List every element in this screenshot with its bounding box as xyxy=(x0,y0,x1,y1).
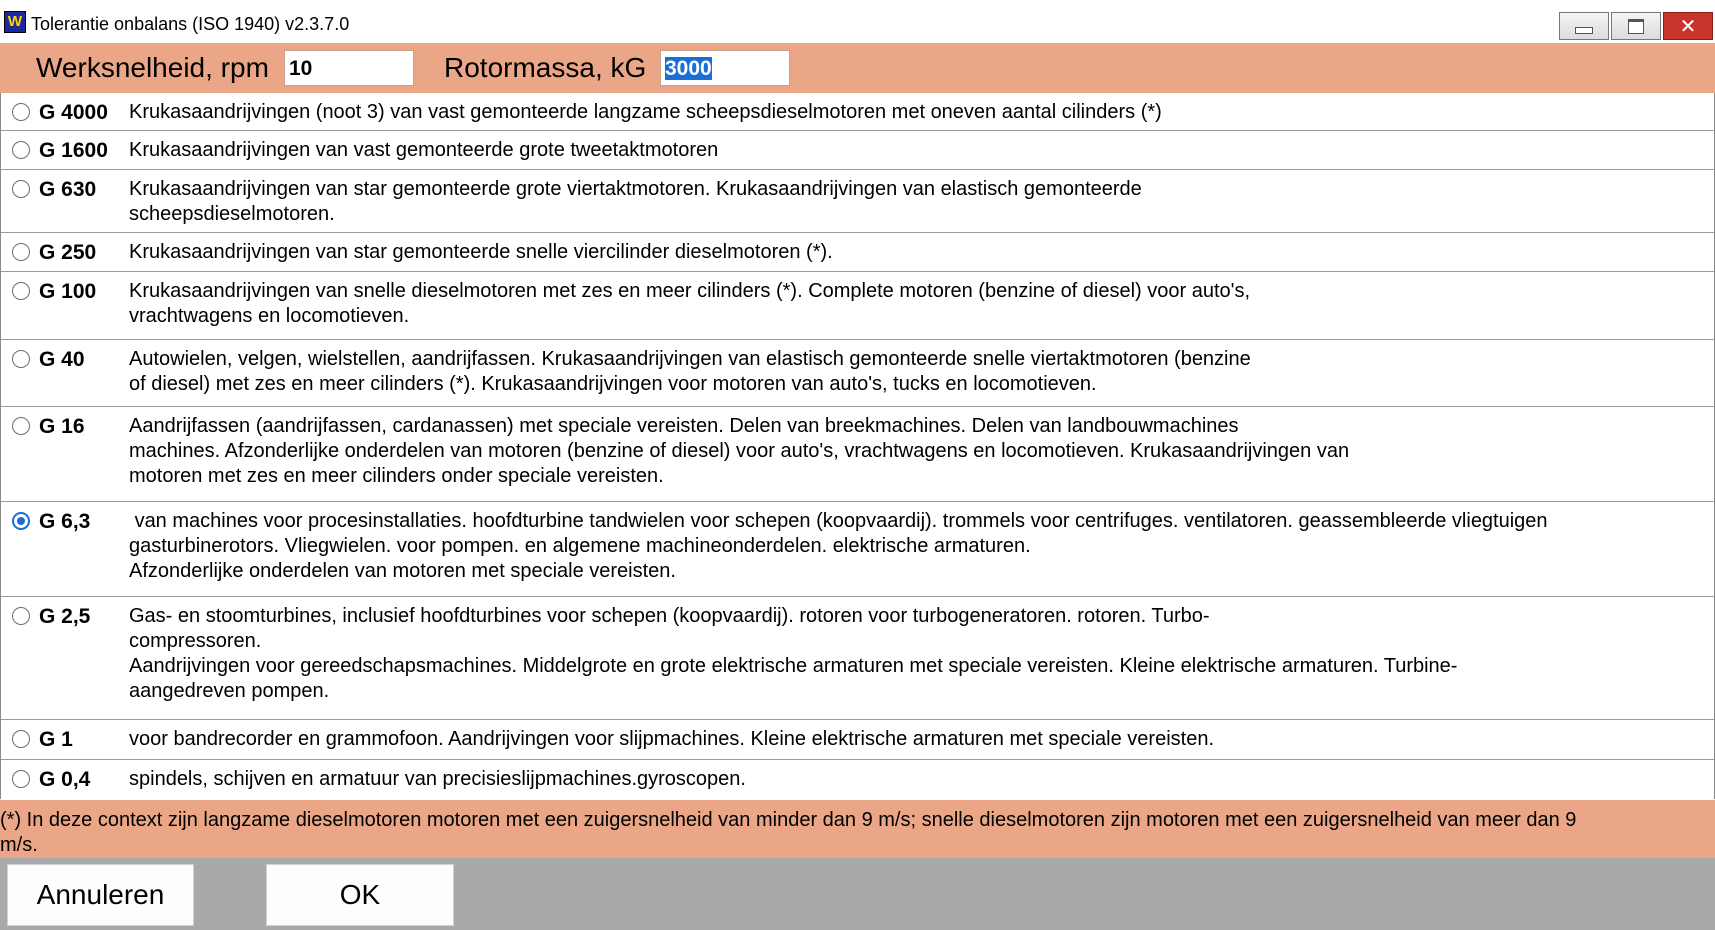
grade-label: G 1600 xyxy=(39,139,108,162)
minimize-icon xyxy=(1575,27,1593,34)
radio-g100[interactable] xyxy=(12,282,30,300)
grade-row-g250[interactable] xyxy=(1,233,1714,272)
mass-input[interactable] xyxy=(660,50,790,86)
close-button[interactable] xyxy=(1663,12,1713,40)
window-title: Tolerantie onbalans (ISO 1940) v2.3.7.0 xyxy=(31,14,350,34)
grade-row-g4000[interactable] xyxy=(1,93,1714,131)
ok-button[interactable]: OK xyxy=(266,864,454,926)
radio-g16[interactable] xyxy=(12,417,30,435)
grade-row-g40[interactable] xyxy=(1,340,1714,407)
grade-description: spindels, schijven en armatuur van precisieslijpmachines.gyroscopen. xyxy=(129,768,746,790)
grade-description: voor bandrecorder en grammofoon. Aandrijvingen voor slijpmachines. Kleine elektrische armaturen met speciale vereisten. xyxy=(129,728,1214,750)
grade-description: Krukasaandrijvingen van star gemonteerde snelle viercilinder dieselmotoren (*). xyxy=(129,241,833,263)
title-bar xyxy=(0,0,1715,43)
cancel-button[interactable]: Annuleren xyxy=(7,864,194,926)
grade-label: G 4000 xyxy=(39,101,108,124)
grade-description: Krukasaandrijvingen van star gemonteerde grote viertaktmotoren. Krukasaandrijvingen van elastisch gemonteerde scheepsdieselmotoren. xyxy=(129,178,1142,225)
radio-g4000[interactable] xyxy=(12,103,30,121)
grade-label: G 1 xyxy=(39,728,73,751)
grade-row-g100[interactable] xyxy=(1,272,1714,340)
mass-label: Rotormassa, kG xyxy=(444,52,647,83)
speed-input[interactable]: 10 xyxy=(284,50,414,86)
grade-row-g16[interactable] xyxy=(1,407,1714,502)
grade-row-g6-3[interactable] xyxy=(1,502,1714,597)
radio-g250[interactable] xyxy=(12,243,30,261)
grade-description: Aandrijfassen (aandrijfassen, cardanassen) met speciale vereisten. Delen van breekmachines. Delen van landbouwmachines machines. Afzonderlijke onderdelen van motoren (benzine of diesel) voor auto's, vrachtwagens en locomotieven. Krukasaandrijvingen van motoren met zes en meer cilinders onder speciale vereisten. xyxy=(129,415,1350,487)
grade-row-g1[interactable] xyxy=(1,720,1714,760)
grade-label: G 0,4 xyxy=(39,768,91,791)
grade-label: G 6,3 xyxy=(39,510,91,533)
grade-label: G 40 xyxy=(39,348,85,371)
radio-g0-4[interactable] xyxy=(12,770,30,788)
footnote-bar xyxy=(0,800,1715,858)
grade-description: van machines voor procesinstallaties. hoofdturbine tandwielen voor schepen (koopvaardij). trommels voor centrifuges. ventilatoren. geassembleerde vliegtuigen gasturbinerotors. Vliegwielen. voor pompen. en algemene machineonderdelen. elektrische armaturen. Afzonderlijke onderdelen van motoren met speciale vereisten. xyxy=(129,510,1548,582)
close-icon: ✕ xyxy=(1679,14,1697,38)
maximize-button[interactable] xyxy=(1611,12,1661,40)
radio-g630[interactable] xyxy=(12,180,30,198)
grade-label: G 100 xyxy=(39,280,97,303)
grade-description: Autowielen, velgen, wielstellen, aandrijfassen. Krukasaandrijvingen van elastisch gemonteerde snelle viertaktmotoren (benzine of diesel) met zes en meer cilinders (*). Krukasaandrijvingen voor motoren van auto's, tucks en locomotieven. xyxy=(129,348,1251,395)
parameters-bar xyxy=(0,43,1715,93)
footnote-text: (*) In deze context zijn langzame dieselmotoren motoren met een zuigersnelheid van minder dan 9 m/s; snelle dieselmotoren zijn motoren met een zuigersnelheid van meer dan 9 m/s. xyxy=(0,809,1577,856)
grade-row-g630[interactable] xyxy=(1,170,1714,233)
maximize-icon xyxy=(1628,19,1644,34)
grade-description: Gas- en stoomturbines, inclusief hoofdturbines voor schepen (koopvaardij). rotoren voor turbogeneratoren. rotoren. Turbo- compressoren. Aandrijvingen voor gereedschapsmachines. Middelgrote en grote elektrische armaturen met speciale vereisten. Kleine elektrische armaturen. Turbine- aangedreven pompen. xyxy=(129,605,1458,702)
grade-list xyxy=(0,93,1715,799)
grade-label: G 2,5 xyxy=(39,605,91,628)
grade-description: Krukasaandrijvingen (noot 3) van vast gemonteerde langzame scheepsdieselmotoren met oneven aantal cilinders (*) xyxy=(129,101,1162,123)
grade-label: G 250 xyxy=(39,241,97,264)
speed-label: Werksnelheid, rpm xyxy=(36,52,269,83)
grade-description: Krukasaandrijvingen van vast gemonteerde grote tweetaktmotoren xyxy=(129,139,719,161)
radio-g40[interactable] xyxy=(12,350,30,368)
radio-g6-3[interactable] xyxy=(12,512,30,530)
grade-label: G 630 xyxy=(39,178,97,201)
radio-g1600[interactable] xyxy=(12,141,30,159)
grade-label: G 16 xyxy=(39,415,85,438)
radio-g1[interactable] xyxy=(12,730,30,748)
grade-row-g0-4[interactable] xyxy=(1,760,1714,799)
grade-description: Krukasaandrijvingen van snelle dieselmotoren met zes en meer cilinders (*). Complete motoren (benzine of diesel) voor auto's, vrachtwagens en locomotieven. xyxy=(129,280,1251,327)
button-bar xyxy=(0,858,1715,930)
radio-g2-5[interactable] xyxy=(12,607,30,625)
grade-row-g2-5[interactable] xyxy=(1,597,1714,720)
mass-input-selected-text: 3000 xyxy=(665,57,712,80)
minimize-button[interactable] xyxy=(1559,12,1609,40)
grade-row-g1600[interactable] xyxy=(1,131,1714,170)
app-logo-icon: W xyxy=(4,11,26,33)
